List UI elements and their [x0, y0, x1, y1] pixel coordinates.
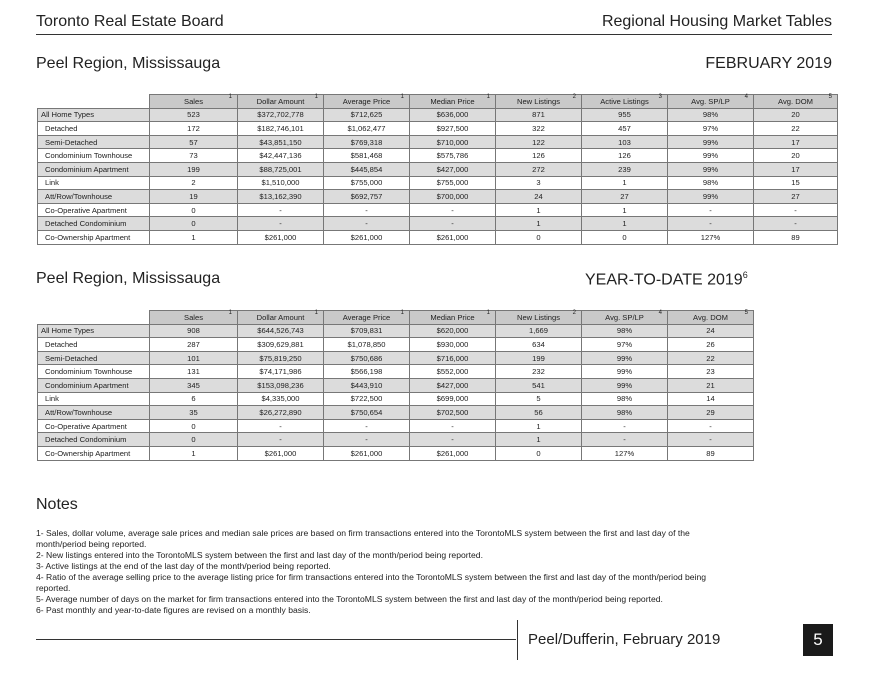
ytd-column-note: 5 [744, 310, 748, 316]
monthly-column-note: 5 [828, 94, 832, 100]
ytd-cell: 634 [496, 338, 582, 352]
monthly-cell: 1 [496, 203, 582, 217]
monthly-cell: 871 [496, 108, 582, 122]
footer-text: Peel/Dufferin, February 2019 [528, 631, 721, 648]
ytd-cell: 35 [150, 406, 238, 420]
ytd-column-header [496, 311, 582, 325]
ytd-cell: $261,000 [410, 446, 496, 460]
monthly-cell: 1 [582, 203, 668, 217]
monthly-cell: 97% [668, 122, 754, 136]
ytd-cell: $75,819,250 [238, 351, 324, 365]
ytd-table-row [38, 365, 754, 379]
monthly-cell: 19 [150, 190, 238, 204]
ytd-row-label: Co-Operative Apartment [38, 419, 150, 433]
monthly-cell: 955 [582, 108, 668, 122]
ytd-region-title: Peel Region, Mississauga [36, 270, 221, 287]
monthly-cell: - [668, 203, 754, 217]
ytd-period-note: 6 [742, 270, 748, 280]
ytd-cell: 29 [668, 406, 754, 420]
monthly-cell: 27 [754, 190, 838, 204]
monthly-cell: - [754, 203, 838, 217]
ytd-cell: 541 [496, 378, 582, 392]
ytd-cell: 26 [668, 338, 754, 352]
ytd-cell: 24 [668, 324, 754, 338]
monthly-cell: - [410, 203, 496, 217]
monthly-table-row [38, 108, 838, 122]
ytd-cell: $750,654 [324, 406, 410, 420]
monthly-cell: $581,468 [324, 149, 410, 163]
ytd-row-label: Condominium Townhouse [38, 365, 150, 379]
monthly-cell: 17 [754, 135, 838, 149]
ytd-cell: 22 [668, 351, 754, 365]
monthly-cell: $182,746,101 [238, 122, 324, 136]
ytd-cell: 1 [496, 433, 582, 447]
ytd-body [38, 324, 754, 460]
monthly-body [38, 108, 838, 244]
ytd-column-label: Avg. SP/LP [605, 312, 644, 322]
monthly-cell: 15 [754, 176, 838, 190]
monthly-cell: 99% [668, 149, 754, 163]
ytd-cell: 0 [496, 446, 582, 460]
ytd-cell: 908 [150, 324, 238, 338]
monthly-cell: 322 [496, 122, 582, 136]
monthly-column-note: 1 [314, 94, 318, 100]
monthly-cell: $427,000 [410, 162, 496, 176]
ytd-cell: $309,629,881 [238, 338, 324, 352]
ytd-row-label: Condominium Apartment [38, 378, 150, 392]
monthly-cell: 1 [582, 176, 668, 190]
footer-rule [36, 639, 516, 640]
ytd-row-label: All Home Types [38, 324, 150, 338]
monthly-cell: - [410, 217, 496, 231]
monthly-column-note: 1 [486, 94, 490, 100]
ytd-cell: $443,910 [324, 378, 410, 392]
monthly-table-row [38, 122, 838, 136]
ytd-period [585, 270, 748, 289]
note-item: 6- Past monthly and year-to-date figures are revised on a monthly basis. [36, 605, 311, 615]
ytd-table-row [38, 378, 754, 392]
ytd-row-label: Co-Ownership Apartment [38, 446, 150, 460]
ytd-table [37, 310, 754, 461]
ytd-table-row [38, 338, 754, 352]
ytd-cell: 89 [668, 446, 754, 460]
ytd-cell: 131 [150, 365, 238, 379]
ytd-cell: 6 [150, 392, 238, 406]
ytd-column-note: 2 [572, 310, 576, 316]
ytd-table-row [38, 419, 754, 433]
ytd-cell: - [324, 419, 410, 433]
monthly-cell: 98% [668, 176, 754, 190]
monthly-cell: 126 [582, 149, 668, 163]
monthly-row-label: Co-Operative Apartment [38, 203, 150, 217]
monthly-cell: 272 [496, 162, 582, 176]
monthly-cell: 457 [582, 122, 668, 136]
monthly-cell: 523 [150, 108, 238, 122]
note-item: 5- Average number of days on the market for firm transactions entered into the TorontoMLS system between the first and last day of the month/period being reported. [36, 594, 663, 604]
monthly-row-label: All Home Types [38, 108, 150, 122]
notes-title: Notes [36, 496, 78, 513]
monthly-table [37, 94, 838, 245]
monthly-cell: - [754, 217, 838, 231]
monthly-cell: $43,851,150 [238, 135, 324, 149]
monthly-row-label: Co-Ownership Apartment [38, 230, 150, 244]
notes-list [36, 528, 736, 616]
monthly-cell: 99% [668, 190, 754, 204]
ytd-cell: 98% [582, 406, 668, 420]
monthly-cell: $636,000 [410, 108, 496, 122]
monthly-column-label: Dollar Amount [256, 96, 305, 106]
monthly-cell: 199 [150, 162, 238, 176]
monthly-row-label: Detached [38, 122, 150, 136]
monthly-cell: $88,725,001 [238, 162, 324, 176]
ytd-cell: 23 [668, 365, 754, 379]
ytd-cell: $702,500 [410, 406, 496, 420]
ytd-column-note: 1 [228, 310, 232, 316]
ytd-cell: $74,171,986 [238, 365, 324, 379]
monthly-cell: - [668, 217, 754, 231]
ytd-cell: $1,078,850 [324, 338, 410, 352]
ytd-table-row [38, 406, 754, 420]
ytd-column-label: Avg. DOM [693, 312, 728, 322]
ytd-cell: $261,000 [238, 446, 324, 460]
monthly-cell: 0 [496, 230, 582, 244]
monthly-cell: 0 [150, 217, 238, 231]
ytd-cell: 98% [582, 392, 668, 406]
monthly-table-row [38, 149, 838, 163]
header-report-title: Regional Housing Market Tables [601, 13, 832, 30]
page-header [36, 12, 832, 35]
ytd-cell: - [668, 419, 754, 433]
monthly-row-label: Condominium Townhouse [38, 149, 150, 163]
ytd-column-note: 1 [400, 310, 404, 316]
monthly-cell: 17 [754, 162, 838, 176]
ytd-period-label: YEAR-TO-DATE 2019 [585, 271, 743, 289]
monthly-cell: $261,000 [324, 230, 410, 244]
ytd-cell: 99% [582, 351, 668, 365]
monthly-column-label: Active Listings [600, 96, 649, 106]
ytd-cell: $153,098,236 [238, 378, 324, 392]
monthly-row-label: Semi-Detached [38, 135, 150, 149]
monthly-cell: 0 [150, 203, 238, 217]
ytd-cell: $4,335,000 [238, 392, 324, 406]
monthly-period: FEBRUARY 2019 [705, 55, 832, 72]
ytd-cell: $261,000 [324, 446, 410, 460]
monthly-cell: 99% [668, 162, 754, 176]
monthly-cell: $712,625 [324, 108, 410, 122]
ytd-cell: 1 [496, 419, 582, 433]
monthly-table-row [38, 217, 838, 231]
monthly-column-note: 3 [658, 94, 662, 100]
ytd-column-header [410, 311, 496, 325]
ytd-cell: 232 [496, 365, 582, 379]
ytd-column-header [238, 311, 324, 325]
ytd-column-header [150, 311, 238, 325]
monthly-cell: $700,000 [410, 190, 496, 204]
ytd-cell: 21 [668, 378, 754, 392]
ytd-cell: - [582, 419, 668, 433]
footer-divider [517, 620, 518, 660]
monthly-cell: $575,786 [410, 149, 496, 163]
monthly-column-header [238, 95, 324, 109]
ytd-column-header [582, 311, 668, 325]
ytd-row-label: Detached Condominium [38, 433, 150, 447]
ytd-row-label: Semi-Detached [38, 351, 150, 365]
ytd-column-label: New Listings [516, 312, 561, 322]
monthly-cell: 99% [668, 135, 754, 149]
ytd-column-note: 1 [314, 310, 318, 316]
monthly-header-blank [38, 95, 150, 109]
monthly-cell: 2 [150, 176, 238, 190]
ytd-cell: - [668, 433, 754, 447]
monthly-column-label: Median Price [430, 96, 475, 106]
ytd-column-note: 4 [658, 310, 662, 316]
ytd-cell: $750,686 [324, 351, 410, 365]
monthly-cell: $261,000 [410, 230, 496, 244]
ytd-cell: $699,000 [410, 392, 496, 406]
ytd-cell: 0 [150, 433, 238, 447]
monthly-cell: $372,702,778 [238, 108, 324, 122]
ytd-cell: 98% [582, 324, 668, 338]
ytd-column-header [324, 311, 410, 325]
ytd-column-label: Sales [184, 312, 203, 322]
monthly-cell: 122 [496, 135, 582, 149]
ytd-table-row [38, 392, 754, 406]
ytd-column-note: 1 [486, 310, 490, 316]
monthly-cell: - [238, 217, 324, 231]
monthly-cell: 89 [754, 230, 838, 244]
ytd-cell: $552,000 [410, 365, 496, 379]
monthly-column-label: Avg. DOM [778, 96, 813, 106]
ytd-column-label: Median Price [430, 312, 475, 322]
monthly-column-note: 1 [400, 94, 404, 100]
monthly-cell: $445,854 [324, 162, 410, 176]
ytd-cell: $644,526,743 [238, 324, 324, 338]
monthly-cell: $692,757 [324, 190, 410, 204]
ytd-cell: 199 [496, 351, 582, 365]
ytd-cell: 0 [150, 419, 238, 433]
ytd-cell: 345 [150, 378, 238, 392]
monthly-column-header [410, 95, 496, 109]
header-organization: Toronto Real Estate Board [36, 13, 224, 30]
note-item: 4- Ratio of the average selling price to the average listing price for firm transactions entered into the TorontoMLS system between the first and last day of the month/period being reported. [36, 572, 707, 593]
ytd-cell: 1,669 [496, 324, 582, 338]
monthly-cell: $927,500 [410, 122, 496, 136]
monthly-table-row [38, 162, 838, 176]
monthly-column-note: 2 [572, 94, 576, 100]
monthly-cell: $1,062,477 [324, 122, 410, 136]
ytd-cell: $930,000 [410, 338, 496, 352]
monthly-cell: 98% [668, 108, 754, 122]
ytd-cell: $427,000 [410, 378, 496, 392]
monthly-table-row [38, 176, 838, 190]
ytd-table-row [38, 446, 754, 460]
monthly-column-label: New Listings [516, 96, 561, 106]
monthly-column-header [496, 95, 582, 109]
monthly-cell: $710,000 [410, 135, 496, 149]
ytd-cell: - [238, 433, 324, 447]
monthly-cell: - [324, 217, 410, 231]
ytd-cell: $716,000 [410, 351, 496, 365]
ytd-cell: $709,831 [324, 324, 410, 338]
ytd-header-blank [38, 311, 150, 325]
ytd-cell: 101 [150, 351, 238, 365]
monthly-cell: 1 [150, 230, 238, 244]
monthly-row-label: Condominium Apartment [38, 162, 150, 176]
monthly-cell: - [324, 203, 410, 217]
monthly-cell: 127% [668, 230, 754, 244]
monthly-cell: 172 [150, 122, 238, 136]
monthly-column-header [668, 95, 754, 109]
monthly-cell: 239 [582, 162, 668, 176]
ytd-table-row [38, 433, 754, 447]
monthly-header-row [38, 95, 838, 109]
ytd-cell: - [582, 433, 668, 447]
monthly-cell: 1 [496, 217, 582, 231]
monthly-table-row [38, 190, 838, 204]
ytd-column-header [668, 311, 754, 325]
page-number: 5 [803, 624, 833, 656]
monthly-column-header [324, 95, 410, 109]
ytd-cell: $722,500 [324, 392, 410, 406]
monthly-table-row [38, 230, 838, 244]
monthly-column-label: Sales [184, 96, 203, 106]
monthly-table-row [38, 203, 838, 217]
monthly-column-label: Avg. SP/LP [691, 96, 730, 106]
monthly-column-header [150, 95, 238, 109]
monthly-cell: 27 [582, 190, 668, 204]
ytd-cell: 127% [582, 446, 668, 460]
monthly-cell: 1 [582, 217, 668, 231]
monthly-cell: $755,000 [324, 176, 410, 190]
note-item: 3- Active listings at the end of the last day of the month/period being reported. [36, 561, 331, 571]
ytd-cell: 56 [496, 406, 582, 420]
ytd-cell: 97% [582, 338, 668, 352]
monthly-cell: $769,318 [324, 135, 410, 149]
ytd-row-label: Detached [38, 338, 150, 352]
monthly-cell: $1,510,000 [238, 176, 324, 190]
monthly-cell: $42,447,136 [238, 149, 324, 163]
monthly-table-row [38, 135, 838, 149]
ytd-column-label: Dollar Amount [256, 312, 305, 322]
ytd-column-label: Average Price [342, 312, 391, 322]
ytd-cell: - [410, 433, 496, 447]
ytd-cell: 1 [150, 446, 238, 460]
ytd-cell: - [238, 419, 324, 433]
ytd-header-row [38, 311, 754, 325]
monthly-cell: 0 [582, 230, 668, 244]
monthly-cell: 126 [496, 149, 582, 163]
monthly-row-label: Att/Row/Townhouse [38, 190, 150, 204]
monthly-cell: $261,000 [238, 230, 324, 244]
monthly-column-header [754, 95, 838, 109]
ytd-cell: 287 [150, 338, 238, 352]
monthly-cell: 57 [150, 135, 238, 149]
ytd-row-label: Att/Row/Townhouse [38, 406, 150, 420]
ytd-cell: 99% [582, 365, 668, 379]
ytd-cell: - [324, 433, 410, 447]
ytd-cell: 99% [582, 378, 668, 392]
monthly-cell: 22 [754, 122, 838, 136]
monthly-cell: - [238, 203, 324, 217]
monthly-cell: 103 [582, 135, 668, 149]
monthly-row-label: Detached Condominium [38, 217, 150, 231]
monthly-cell: 3 [496, 176, 582, 190]
monthly-row-label: Link [38, 176, 150, 190]
ytd-cell: $566,198 [324, 365, 410, 379]
monthly-column-header [582, 95, 668, 109]
monthly-cell: 20 [754, 149, 838, 163]
ytd-cell: $26,272,890 [238, 406, 324, 420]
monthly-cell: 24 [496, 190, 582, 204]
monthly-cell: $13,162,390 [238, 190, 324, 204]
ytd-table-row [38, 324, 754, 338]
note-item: 1- Sales, dollar volume, average sale prices and median sale prices are based on firm transactions entered into the TorontoMLS system between the first and last day of the month/period being reported. [36, 528, 690, 549]
ytd-cell: $620,000 [410, 324, 496, 338]
monthly-cell: $755,000 [410, 176, 496, 190]
monthly-region-title: Peel Region, Mississauga [36, 55, 221, 72]
monthly-column-label: Average Price [342, 96, 391, 106]
monthly-column-note: 1 [228, 94, 232, 100]
ytd-table-row [38, 351, 754, 365]
note-item: 2- New listings entered into the TorontoMLS system between the first and last day of the month/period being reported. [36, 550, 483, 560]
ytd-cell: 5 [496, 392, 582, 406]
monthly-cell: 73 [150, 149, 238, 163]
ytd-cell: - [410, 419, 496, 433]
ytd-row-label: Link [38, 392, 150, 406]
ytd-cell: 14 [668, 392, 754, 406]
monthly-column-note: 4 [744, 94, 748, 100]
monthly-cell: 20 [754, 108, 838, 122]
